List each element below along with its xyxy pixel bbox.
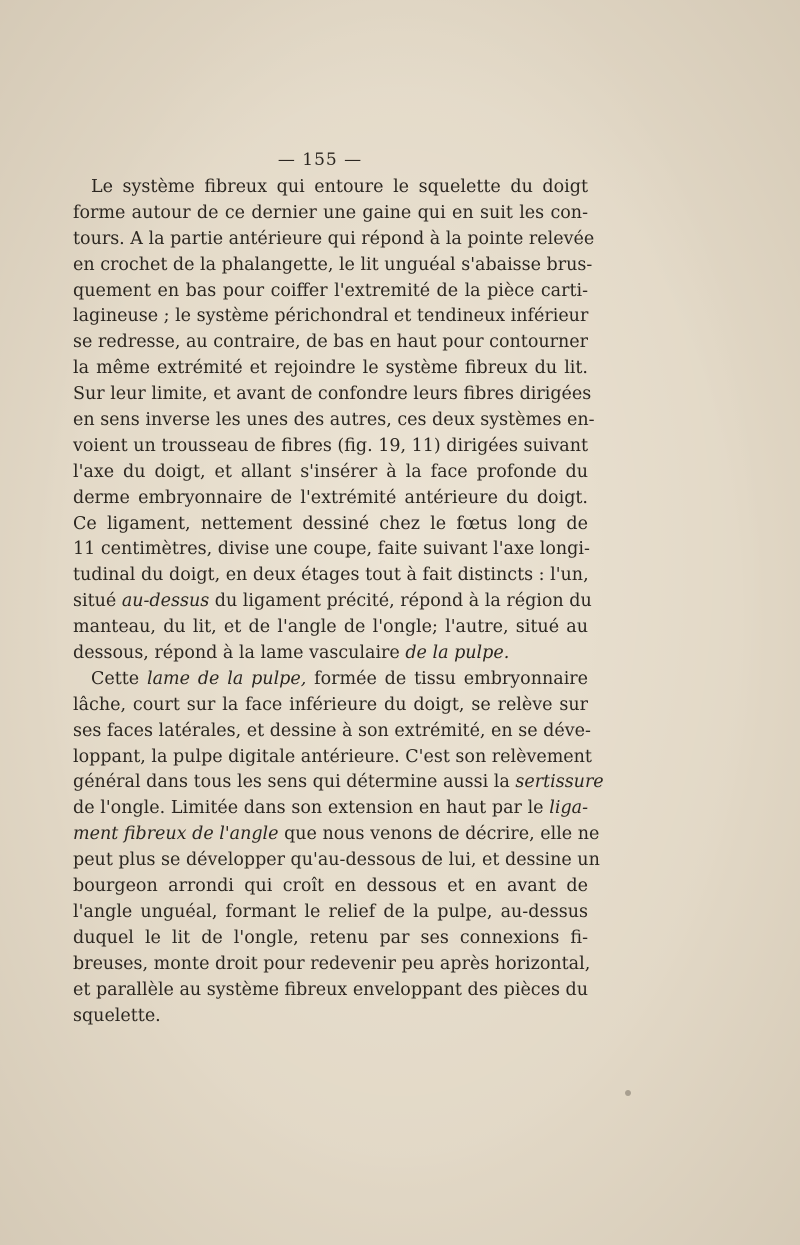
text-line — [73, 822, 600, 848]
paragraph-2 — [73, 667, 604, 1029]
text-run: général dans tous les sens qui détermine aussi la — [73, 772, 516, 793]
paragraph-1 — [73, 175, 595, 667]
text-line: la même extrémité et rejoindre le système fibreux du lit. — [73, 358, 588, 379]
text-line: 11 centimètres, divise une coupe, faite suivant l'axe longi- — [73, 539, 590, 560]
text-line: l'axe du doigt, et allant s'insérer à la face profonde du — [73, 461, 588, 482]
text-line — [73, 796, 588, 822]
italic-term: lame de la pulpe, — [147, 668, 307, 689]
text-line: lagineuse ; le système périchondral et tendineux inférieur — [73, 306, 589, 327]
text-line: tudinal du doigt, en deux étages tout à fait distincts : l'un, — [73, 565, 589, 586]
text-line: loppant, la pulpe digitale antérieure. C'est son relèvement — [73, 746, 592, 767]
text-line: tours. A la partie antérieure qui répond à la pointe relevée — [73, 228, 595, 249]
text-line: lâche, court sur la face inférieure du doigt, se relève sur — [73, 694, 588, 715]
text-line: voient un trousseau de fibres (fig. 19, 11) dirigées suivant — [73, 435, 588, 456]
text-line — [73, 641, 588, 667]
text-line: en sens inverse les unes des autres, ces deux systèmes en- — [73, 410, 595, 431]
text-line — [73, 770, 604, 796]
text-line: bourgeon arrondi qui croît en dessous et en avant de — [73, 876, 588, 897]
text-run: dessous, répond à la lame vasculaire — [73, 643, 406, 664]
text-line: l'angle unguéal, formant le relief de la pulpe, au-dessus — [73, 901, 588, 922]
text-run: du ligament précité, répond à la région du — [209, 591, 592, 612]
text-line: derme embryonnaire de l'extrémité antérieure du doigt. — [73, 487, 588, 508]
text-run: situé — [73, 591, 122, 612]
body-text — [73, 175, 604, 1029]
text-run: de l'ongle. Limitée dans son extension en haut par le — [73, 798, 550, 819]
text-line: peut plus se développer qu'au-dessous de lui, et dessine un — [73, 850, 600, 871]
text-line: manteau, du lit, et de l'angle de l'ongle; l'autre, situé au — [73, 617, 588, 638]
text-run: Cette — [91, 668, 148, 689]
text-line: et parallèle au système fibreux enveloppant des pièces du — [73, 979, 588, 1000]
italic-term: liga- — [549, 798, 588, 819]
text-line: breuses, monte droit pour redevenir peu après horizontal, — [73, 953, 591, 974]
italic-term: ment fibreux de l'angle — [73, 824, 279, 845]
text-line — [73, 589, 592, 615]
text-line: se redresse, au contraire, de bas en haut pour contourner — [73, 332, 588, 353]
page-number: — 155 — — [277, 150, 363, 170]
text-run: que nous venons de décrire, elle ne — [278, 824, 600, 845]
text-line: en crochet de la phalangette, le lit unguéal s'abaisse brus- — [73, 254, 593, 275]
italic-term: au-dessus — [121, 591, 210, 612]
text-line: duquel le lit de l'ongle, retenu par ses connexions fi- — [73, 927, 588, 948]
text-line: Le système fibreux qui entoure le squelette du doigt — [91, 177, 588, 197]
text-line: ses faces latérales, et dessine à son extrémité, en se déve- — [73, 720, 591, 741]
text-line: squelette. — [73, 1005, 161, 1026]
text-line: Ce ligament, nettement dessiné chez le fœtus long de — [73, 513, 588, 534]
paper-speck — [625, 1090, 631, 1096]
text-run: formée de tissu embryonnaire — [306, 668, 589, 689]
italic-term: de la pulpe. — [405, 643, 510, 664]
italic-term: sertissure — [515, 772, 604, 793]
text-line: forme autour de ce dernier une gaine qui en suit les con- — [73, 202, 588, 223]
text-line: Sur leur limite, et avant de confondre leurs fibres dirigées — [73, 384, 592, 405]
text-line — [73, 667, 588, 693]
text-line: quement en bas pour coiffer l'extremité de la pièce carti- — [73, 280, 588, 301]
